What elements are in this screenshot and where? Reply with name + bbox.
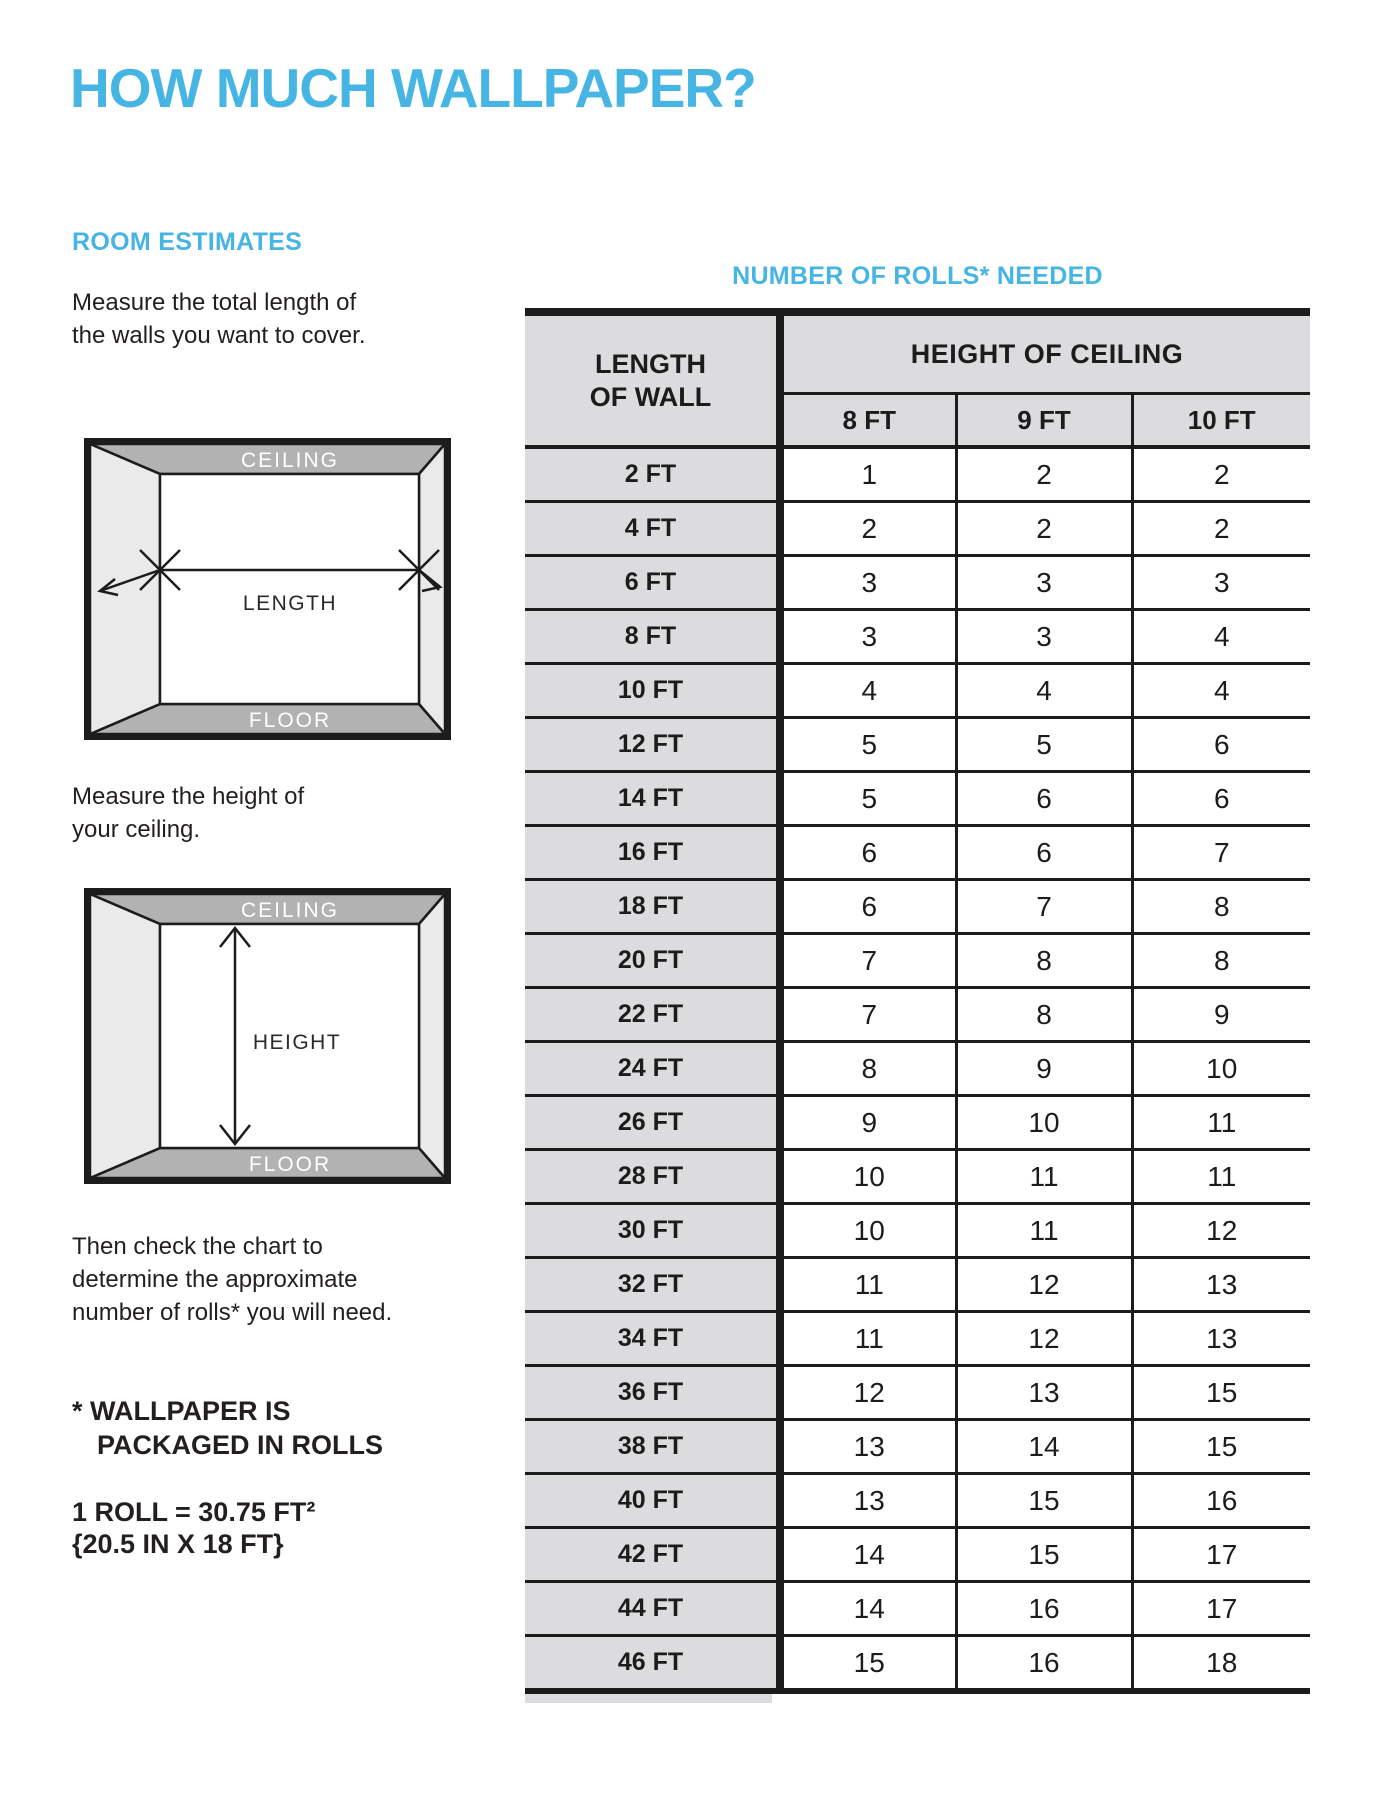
wall-length-label: 4 FT <box>525 502 780 556</box>
text-line: PACKAGED IN ROLLS <box>97 1430 384 1460</box>
rolls-count-cell: 9 <box>956 1042 1132 1096</box>
wall-length-label: 40 FT <box>525 1474 780 1528</box>
wall-length-label: 10 FT <box>525 664 780 718</box>
table-row <box>525 988 1310 1042</box>
length-label: LENGTH <box>242 592 338 615</box>
rolls-count-cell: 7 <box>956 880 1132 934</box>
rolls-count-cell: 6 <box>780 826 956 880</box>
rolls-count-cell: 4 <box>780 664 956 718</box>
room-length-diagram <box>84 438 451 740</box>
wall-length-label: 14 FT <box>525 772 780 826</box>
table-row <box>525 826 1310 880</box>
table-row <box>525 1474 1310 1528</box>
height-label: HEIGHT <box>252 1031 342 1054</box>
rolls-count-cell: 5 <box>780 718 956 772</box>
rolls-count-cell: 13 <box>780 1474 956 1528</box>
table-row <box>525 447 1310 502</box>
table-row <box>525 1312 1310 1366</box>
text-line: determine the approximate <box>72 1266 358 1293</box>
step3-text <box>72 1230 392 1329</box>
left-wall <box>90 894 160 1178</box>
rolls-count-cell: 11 <box>780 1258 956 1312</box>
rolls-count-cell: 7 <box>780 988 956 1042</box>
table-row <box>525 1096 1310 1150</box>
text-line: LENGTH <box>595 348 706 379</box>
text-line: Measure the total length of <box>72 289 357 316</box>
text-line: number of rolls* you will need. <box>72 1299 393 1326</box>
rolls-count-cell: 4 <box>1132 610 1310 664</box>
floor-label: FLOOR <box>248 1153 332 1176</box>
rolls-count-cell: 3 <box>956 610 1132 664</box>
wall-length-label: 22 FT <box>525 988 780 1042</box>
table-row <box>525 1420 1310 1474</box>
rolls-count-cell: 10 <box>956 1096 1132 1150</box>
wall-length-label: 20 FT <box>525 934 780 988</box>
col-header-9ft: 9 FT <box>956 394 1132 448</box>
wallpaper-rolls-footnote <box>72 1394 383 1462</box>
wall-length-label: 44 FT <box>525 1582 780 1636</box>
wall-length-label: 30 FT <box>525 1204 780 1258</box>
table-row <box>525 880 1310 934</box>
rolls-count-cell: 16 <box>1132 1474 1310 1528</box>
rolls-count-cell: 13 <box>1132 1258 1310 1312</box>
table-row <box>525 1582 1310 1636</box>
rolls-count-cell: 11 <box>1132 1096 1310 1150</box>
rolls-count-cell: 15 <box>956 1474 1132 1528</box>
table-row <box>525 502 1310 556</box>
table-header-row <box>525 316 1310 394</box>
text-line: 1 ROLL = 30.75 FT² <box>72 1497 316 1527</box>
rolls-count-cell: 18 <box>1132 1636 1310 1689</box>
table-row <box>525 1528 1310 1582</box>
rolls-count-cell: 6 <box>956 826 1132 880</box>
text-line: Measure the height of <box>72 783 305 810</box>
rolls-count-cell: 14 <box>956 1420 1132 1474</box>
wall-length-label: 38 FT <box>525 1420 780 1474</box>
rolls-count-cell: 4 <box>956 664 1132 718</box>
rolls-table-heading: NUMBER OF ROLLS* NEEDED <box>732 262 1103 290</box>
rolls-count-cell: 11 <box>956 1204 1132 1258</box>
rolls-count-cell: 5 <box>956 718 1132 772</box>
rolls-count-cell: 2 <box>1132 502 1310 556</box>
wall-length-label: 18 FT <box>525 880 780 934</box>
rolls-count-cell: 14 <box>780 1528 956 1582</box>
wall-length-label: 2 FT <box>525 447 780 502</box>
rolls-count-cell: 2 <box>1132 447 1310 502</box>
wall-length-label: 6 FT <box>525 556 780 610</box>
text-line: your ceiling. <box>72 816 201 843</box>
rolls-count-cell: 8 <box>956 988 1132 1042</box>
rolls-count-cell: 2 <box>780 502 956 556</box>
rolls-count-cell: 11 <box>1132 1150 1310 1204</box>
text-line: {20.5 IN X 18 FT} <box>72 1529 284 1559</box>
wall-length-label: 16 FT <box>525 826 780 880</box>
rolls-count-cell: 8 <box>956 934 1132 988</box>
rolls-count-cell: 6 <box>956 772 1132 826</box>
wall-length-label: 8 FT <box>525 610 780 664</box>
rolls-count-cell: 3 <box>956 556 1132 610</box>
rolls-count-cell: 8 <box>1132 880 1310 934</box>
table-left-column-stub <box>525 1694 772 1703</box>
wall-length-label: 42 FT <box>525 1528 780 1582</box>
room-height-diagram <box>84 888 451 1184</box>
rolls-count-cell: 12 <box>1132 1204 1310 1258</box>
rolls-count-cell: 9 <box>780 1096 956 1150</box>
rolls-count-cell: 13 <box>780 1420 956 1474</box>
rolls-count-cell: 10 <box>780 1150 956 1204</box>
room-estimates-heading: ROOM ESTIMATES <box>72 228 303 256</box>
rolls-count-cell: 16 <box>956 1636 1132 1689</box>
rolls-count-cell: 6 <box>1132 772 1310 826</box>
rolls-count-cell: 11 <box>780 1312 956 1366</box>
rolls-count-cell: 8 <box>780 1042 956 1096</box>
table-row <box>525 610 1310 664</box>
col-group-header: HEIGHT OF CEILING <box>780 316 1310 394</box>
rolls-count-cell: 2 <box>956 502 1132 556</box>
rolls-count-cell: 17 <box>1132 1582 1310 1636</box>
rolls-count-cell: 16 <box>956 1582 1132 1636</box>
rolls-count-cell: 9 <box>1132 988 1310 1042</box>
table-row <box>525 772 1310 826</box>
rolls-count-cell: 15 <box>1132 1366 1310 1420</box>
rolls-count-cell: 7 <box>1132 826 1310 880</box>
rolls-count-cell: 3 <box>1132 556 1310 610</box>
right-wall <box>419 894 445 1178</box>
table-row <box>525 1204 1310 1258</box>
rolls-count-cell: 11 <box>956 1150 1132 1204</box>
col-header-8ft: 8 FT <box>780 394 956 448</box>
rolls-count-cell: 12 <box>956 1312 1132 1366</box>
rolls-count-cell: 6 <box>780 880 956 934</box>
rolls-count-cell: 8 <box>1132 934 1310 988</box>
text-line: the walls you want to cover. <box>72 322 366 349</box>
rolls-count-cell: 15 <box>780 1636 956 1689</box>
row-group-header <box>525 316 780 447</box>
table-row <box>525 1150 1310 1204</box>
rolls-count-cell: 12 <box>956 1258 1132 1312</box>
rolls-count-cell: 15 <box>956 1528 1132 1582</box>
rolls-count-cell: 13 <box>956 1366 1132 1420</box>
page-title: HOW MUCH WALLPAPER? <box>70 57 756 119</box>
ceiling-label: CEILING <box>240 899 340 922</box>
table-row <box>525 556 1310 610</box>
wall-length-label: 46 FT <box>525 1636 780 1689</box>
wall-length-label: 32 FT <box>525 1258 780 1312</box>
rolls-count-cell: 1 <box>780 447 956 502</box>
wall-length-label: 12 FT <box>525 718 780 772</box>
rolls-table-body <box>525 447 1310 1688</box>
rolls-count-cell: 7 <box>780 934 956 988</box>
table-row <box>525 664 1310 718</box>
wall-length-label: 36 FT <box>525 1366 780 1420</box>
step2-text <box>72 780 304 846</box>
rolls-count-cell: 15 <box>1132 1420 1310 1474</box>
wall-length-label: 24 FT <box>525 1042 780 1096</box>
rolls-count-cell: 10 <box>1132 1042 1310 1096</box>
text-line: Then check the chart to <box>72 1233 323 1260</box>
rolls-count-cell: 13 <box>1132 1312 1310 1366</box>
table-row <box>525 1042 1310 1096</box>
rolls-count-cell: 10 <box>780 1204 956 1258</box>
table-row <box>525 1258 1310 1312</box>
roll-size-spec <box>72 1496 315 1560</box>
floor-label: FLOOR <box>248 709 332 732</box>
step1-text <box>72 286 365 352</box>
rolls-count-cell: 4 <box>1132 664 1310 718</box>
col-header-10ft: 10 FT <box>1132 394 1310 448</box>
rolls-count-cell: 2 <box>956 447 1132 502</box>
rolls-count-cell: 14 <box>780 1582 956 1636</box>
wall-length-label: 28 FT <box>525 1150 780 1204</box>
rolls-count-cell: 17 <box>1132 1528 1310 1582</box>
table-row <box>525 934 1310 988</box>
ceiling-label: CEILING <box>240 449 340 472</box>
wall-length-label: 26 FT <box>525 1096 780 1150</box>
rolls-count-cell: 12 <box>780 1366 956 1420</box>
table-row <box>525 1636 1310 1689</box>
rolls-table <box>525 308 1310 1694</box>
rolls-count-cell: 5 <box>780 772 956 826</box>
rolls-count-cell: 3 <box>780 556 956 610</box>
rolls-count-cell: 3 <box>780 610 956 664</box>
text-line: * WALLPAPER IS <box>72 1396 291 1426</box>
back-wall <box>160 474 419 704</box>
rolls-count-cell: 6 <box>1132 718 1310 772</box>
wall-length-label: 34 FT <box>525 1312 780 1366</box>
text-line: OF WALL <box>589 381 712 412</box>
table-row <box>525 1366 1310 1420</box>
table-row <box>525 718 1310 772</box>
